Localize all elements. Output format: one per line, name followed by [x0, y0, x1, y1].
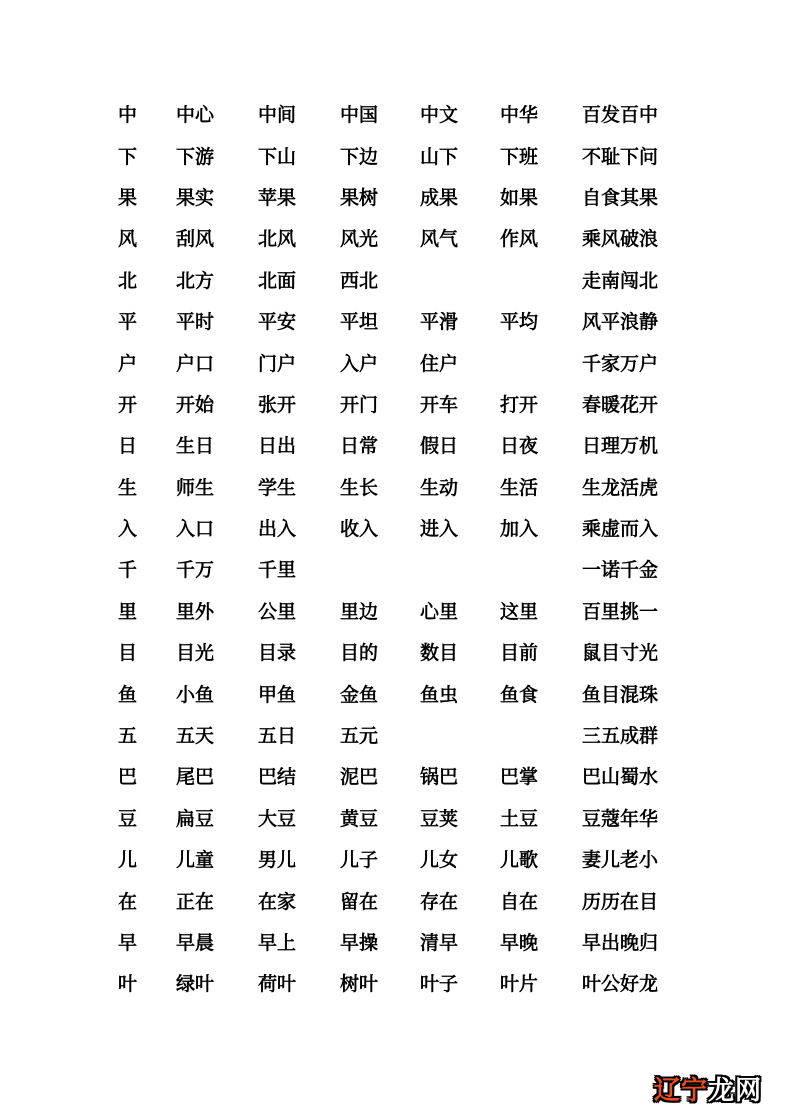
watermark-longwang: 龙网: [707, 1075, 762, 1105]
word-cell: 假日: [420, 436, 459, 458]
word-cell: 打开: [500, 394, 539, 416]
word-cell: 下游: [176, 146, 215, 168]
idiom-cell: 走南闯北: [582, 270, 659, 292]
word-cell: 开车: [420, 394, 459, 416]
table-row: [118, 343, 662, 384]
table-row: [118, 633, 662, 674]
table-row: [118, 385, 662, 426]
char-cell: 果: [118, 187, 138, 209]
word-cell: 果树: [340, 187, 379, 209]
char-cell: 日: [118, 436, 138, 458]
word-cell: 尾巴: [176, 767, 215, 789]
word-cell: 早操: [340, 933, 379, 954]
table-row: [118, 716, 662, 757]
word-cell: 张开: [258, 394, 297, 416]
table-row: [118, 881, 662, 922]
word-cell: 成果: [420, 187, 459, 209]
word-cell: 加入: [500, 519, 539, 541]
word-cell: 金鱼: [340, 684, 379, 706]
word-cell: 生动: [420, 477, 459, 499]
word-cell: 泥巴: [340, 767, 379, 789]
idiom-cell: 百发百中: [582, 105, 659, 127]
word-cell: 刮风: [176, 229, 215, 251]
word-cell: 儿童: [176, 850, 215, 872]
idiom-cell: 妻儿老小: [582, 850, 659, 872]
char-cell: 户: [118, 353, 138, 375]
word-cell: 出入: [258, 519, 297, 541]
word-cell: 中华: [500, 105, 539, 127]
char-cell: 中: [118, 105, 138, 127]
word-cell: 目光: [176, 643, 215, 665]
word-cell: 留在: [340, 891, 379, 913]
word-cell: 这里: [500, 601, 539, 623]
idiom-cell: 风平浪静: [582, 312, 659, 334]
word-cell: 男儿: [258, 850, 297, 872]
idiom-cell: 百里挑一: [582, 601, 659, 623]
word-cell: 土豆: [500, 808, 539, 830]
word-cell: 五元: [340, 726, 379, 748]
idiom-cell: 巴山蜀水: [582, 767, 659, 789]
word-cell: 荷叶: [258, 974, 297, 996]
table-row: [118, 261, 662, 302]
word-cell: 门户: [258, 353, 297, 375]
word-cell: 早上: [258, 933, 297, 954]
word-cell: 苹果: [258, 187, 297, 209]
word-cell: 中心: [176, 105, 215, 127]
word-cell: 作风: [500, 229, 539, 251]
table-row: [118, 178, 662, 219]
table-row: [118, 757, 662, 798]
word-cell: 绿叶: [176, 974, 215, 996]
word-cell: 生日: [176, 436, 215, 458]
vocab-table: [118, 95, 662, 1006]
word-cell: 日常: [340, 436, 379, 458]
idiom-cell: 乘虚而入: [582, 519, 659, 541]
idiom-cell: 豆蔻年华: [582, 808, 659, 830]
word-cell: 目的: [340, 643, 379, 665]
char-cell: 叶: [118, 974, 138, 996]
char-cell: 开: [118, 394, 138, 416]
word-cell: 豆荚: [420, 808, 459, 830]
table-row: [118, 674, 662, 715]
table-row: [118, 95, 662, 136]
word-cell: 儿子: [340, 850, 379, 872]
word-cell: 学生: [258, 477, 297, 499]
word-cell: 住户: [420, 353, 459, 375]
word-cell: 平均: [500, 312, 539, 334]
word-cell: 里边: [340, 601, 379, 623]
char-cell: 北: [118, 270, 138, 292]
word-cell: 入口: [176, 519, 215, 541]
char-cell: 千: [118, 560, 138, 582]
watermark: [654, 1077, 762, 1103]
char-cell: 豆: [118, 808, 138, 830]
word-cell: 鱼虫: [420, 684, 459, 706]
char-cell: 五: [118, 726, 138, 748]
word-cell: 五日: [258, 726, 297, 748]
char-cell: 里: [118, 601, 138, 623]
word-cell: 巴结: [258, 767, 297, 789]
word-cell: 平安: [258, 312, 297, 334]
char-cell: 鱼: [118, 684, 138, 706]
word-cell: 在家: [258, 891, 297, 913]
word-cell: 数目: [420, 643, 459, 665]
idiom-cell: 鼠目寸光: [582, 643, 659, 665]
word-cell: 千万: [176, 560, 215, 582]
word-cell: 里外: [176, 601, 215, 623]
word-cell: 风光: [340, 229, 379, 251]
table-row: [118, 592, 662, 633]
word-cell: 果实: [176, 187, 215, 209]
word-cell: 甲鱼: [258, 684, 297, 706]
word-cell: 下山: [258, 146, 297, 168]
char-cell: 风: [118, 229, 138, 251]
word-cell: 平时: [176, 312, 215, 334]
word-cell: 开始: [176, 394, 215, 416]
word-cell: 黄豆: [340, 808, 379, 830]
word-cell: 日夜: [500, 436, 539, 458]
word-cell: 叶子: [420, 974, 459, 996]
char-cell: 生: [118, 477, 138, 499]
idiom-cell: 不耻下问: [582, 146, 659, 168]
word-cell: 自在: [500, 891, 539, 913]
word-cell: 如果: [500, 187, 539, 209]
table-row: [118, 426, 662, 467]
word-cell: 收入: [340, 519, 379, 541]
word-cell: 千里: [258, 560, 297, 582]
idiom-cell: 三五成群: [582, 726, 659, 748]
table-row: [118, 923, 662, 964]
idiom-cell: 自食其果: [582, 187, 659, 209]
word-cell: 目录: [258, 643, 297, 665]
word-cell: 儿歌: [500, 850, 539, 872]
word-cell: 正在: [176, 891, 215, 913]
char-cell: 平: [118, 312, 138, 334]
word-cell: 风气: [420, 229, 459, 251]
idiom-cell: 千家万户: [582, 353, 659, 375]
table-row: [118, 550, 662, 591]
word-cell: 清早: [420, 933, 459, 954]
idiom-cell: 叶公好龙: [582, 974, 659, 996]
idiom-cell: 鱼目混珠: [582, 684, 659, 706]
word-cell: 小鱼: [176, 684, 215, 706]
word-cell: 大豆: [258, 808, 297, 830]
word-cell: 早晨: [176, 933, 215, 954]
word-cell: 北风: [258, 229, 297, 251]
word-cell: 巴掌: [500, 767, 539, 789]
idiom-cell: 生龙活虎: [582, 477, 659, 499]
char-cell: 巴: [118, 767, 138, 789]
word-cell: 北方: [176, 270, 215, 292]
word-cell: 扁豆: [176, 808, 215, 830]
char-cell: 下: [118, 146, 138, 168]
word-cell: 儿女: [420, 850, 459, 872]
table-row: [118, 964, 662, 1005]
idiom-cell: 春暖花开: [582, 394, 659, 416]
word-cell: 目前: [500, 643, 539, 665]
table-row: [118, 509, 662, 550]
char-cell: 在: [118, 891, 138, 913]
word-cell: 生活: [500, 477, 539, 499]
word-cell: 公里: [258, 601, 297, 623]
table-row: [118, 302, 662, 343]
idiom-cell: 乘风破浪: [582, 229, 659, 251]
table-row: [118, 840, 662, 881]
word-cell: 鱼食: [500, 684, 539, 706]
char-cell: 入: [118, 519, 138, 541]
idiom-cell: 一诺千金: [582, 560, 659, 582]
table-row: [118, 468, 662, 509]
word-cell: 西北: [340, 270, 379, 292]
idiom-cell: 日理万机: [582, 436, 659, 458]
word-cell: 叶片: [500, 974, 539, 996]
table-row: [118, 136, 662, 177]
word-cell: 树叶: [340, 974, 379, 996]
word-cell: 中国: [340, 105, 379, 127]
word-cell: 开门: [340, 394, 379, 416]
word-cell: 平滑: [420, 312, 459, 334]
word-cell: 生长: [340, 477, 379, 499]
watermark-liaoning: 辽宁: [653, 1075, 708, 1105]
word-cell: 户口: [176, 353, 215, 375]
word-cell: 下班: [500, 146, 539, 168]
idiom-cell: 历历在目: [582, 891, 659, 913]
word-cell: 早晚: [500, 933, 539, 954]
word-cell: 中间: [258, 105, 297, 127]
char-cell: 儿: [118, 850, 138, 872]
word-cell: 北面: [258, 270, 297, 292]
table-row: [118, 219, 662, 260]
word-cell: 锅巴: [420, 767, 459, 789]
char-cell: 早: [118, 933, 138, 954]
word-cell: 中文: [420, 105, 459, 127]
word-cell: 心里: [420, 601, 459, 623]
word-cell: 日出: [258, 436, 297, 458]
char-cell: 目: [118, 643, 138, 665]
table-row: [118, 799, 662, 840]
idiom-cell: 早出晚归: [582, 933, 659, 954]
word-cell: 存在: [420, 891, 459, 913]
word-cell: 下边: [340, 146, 379, 168]
word-cell: 山下: [420, 146, 459, 168]
word-cell: 入户: [340, 353, 379, 375]
word-cell: 五天: [176, 726, 215, 748]
word-cell: 平坦: [340, 312, 379, 334]
word-cell: 进入: [420, 519, 459, 541]
word-cell: 师生: [176, 477, 215, 499]
